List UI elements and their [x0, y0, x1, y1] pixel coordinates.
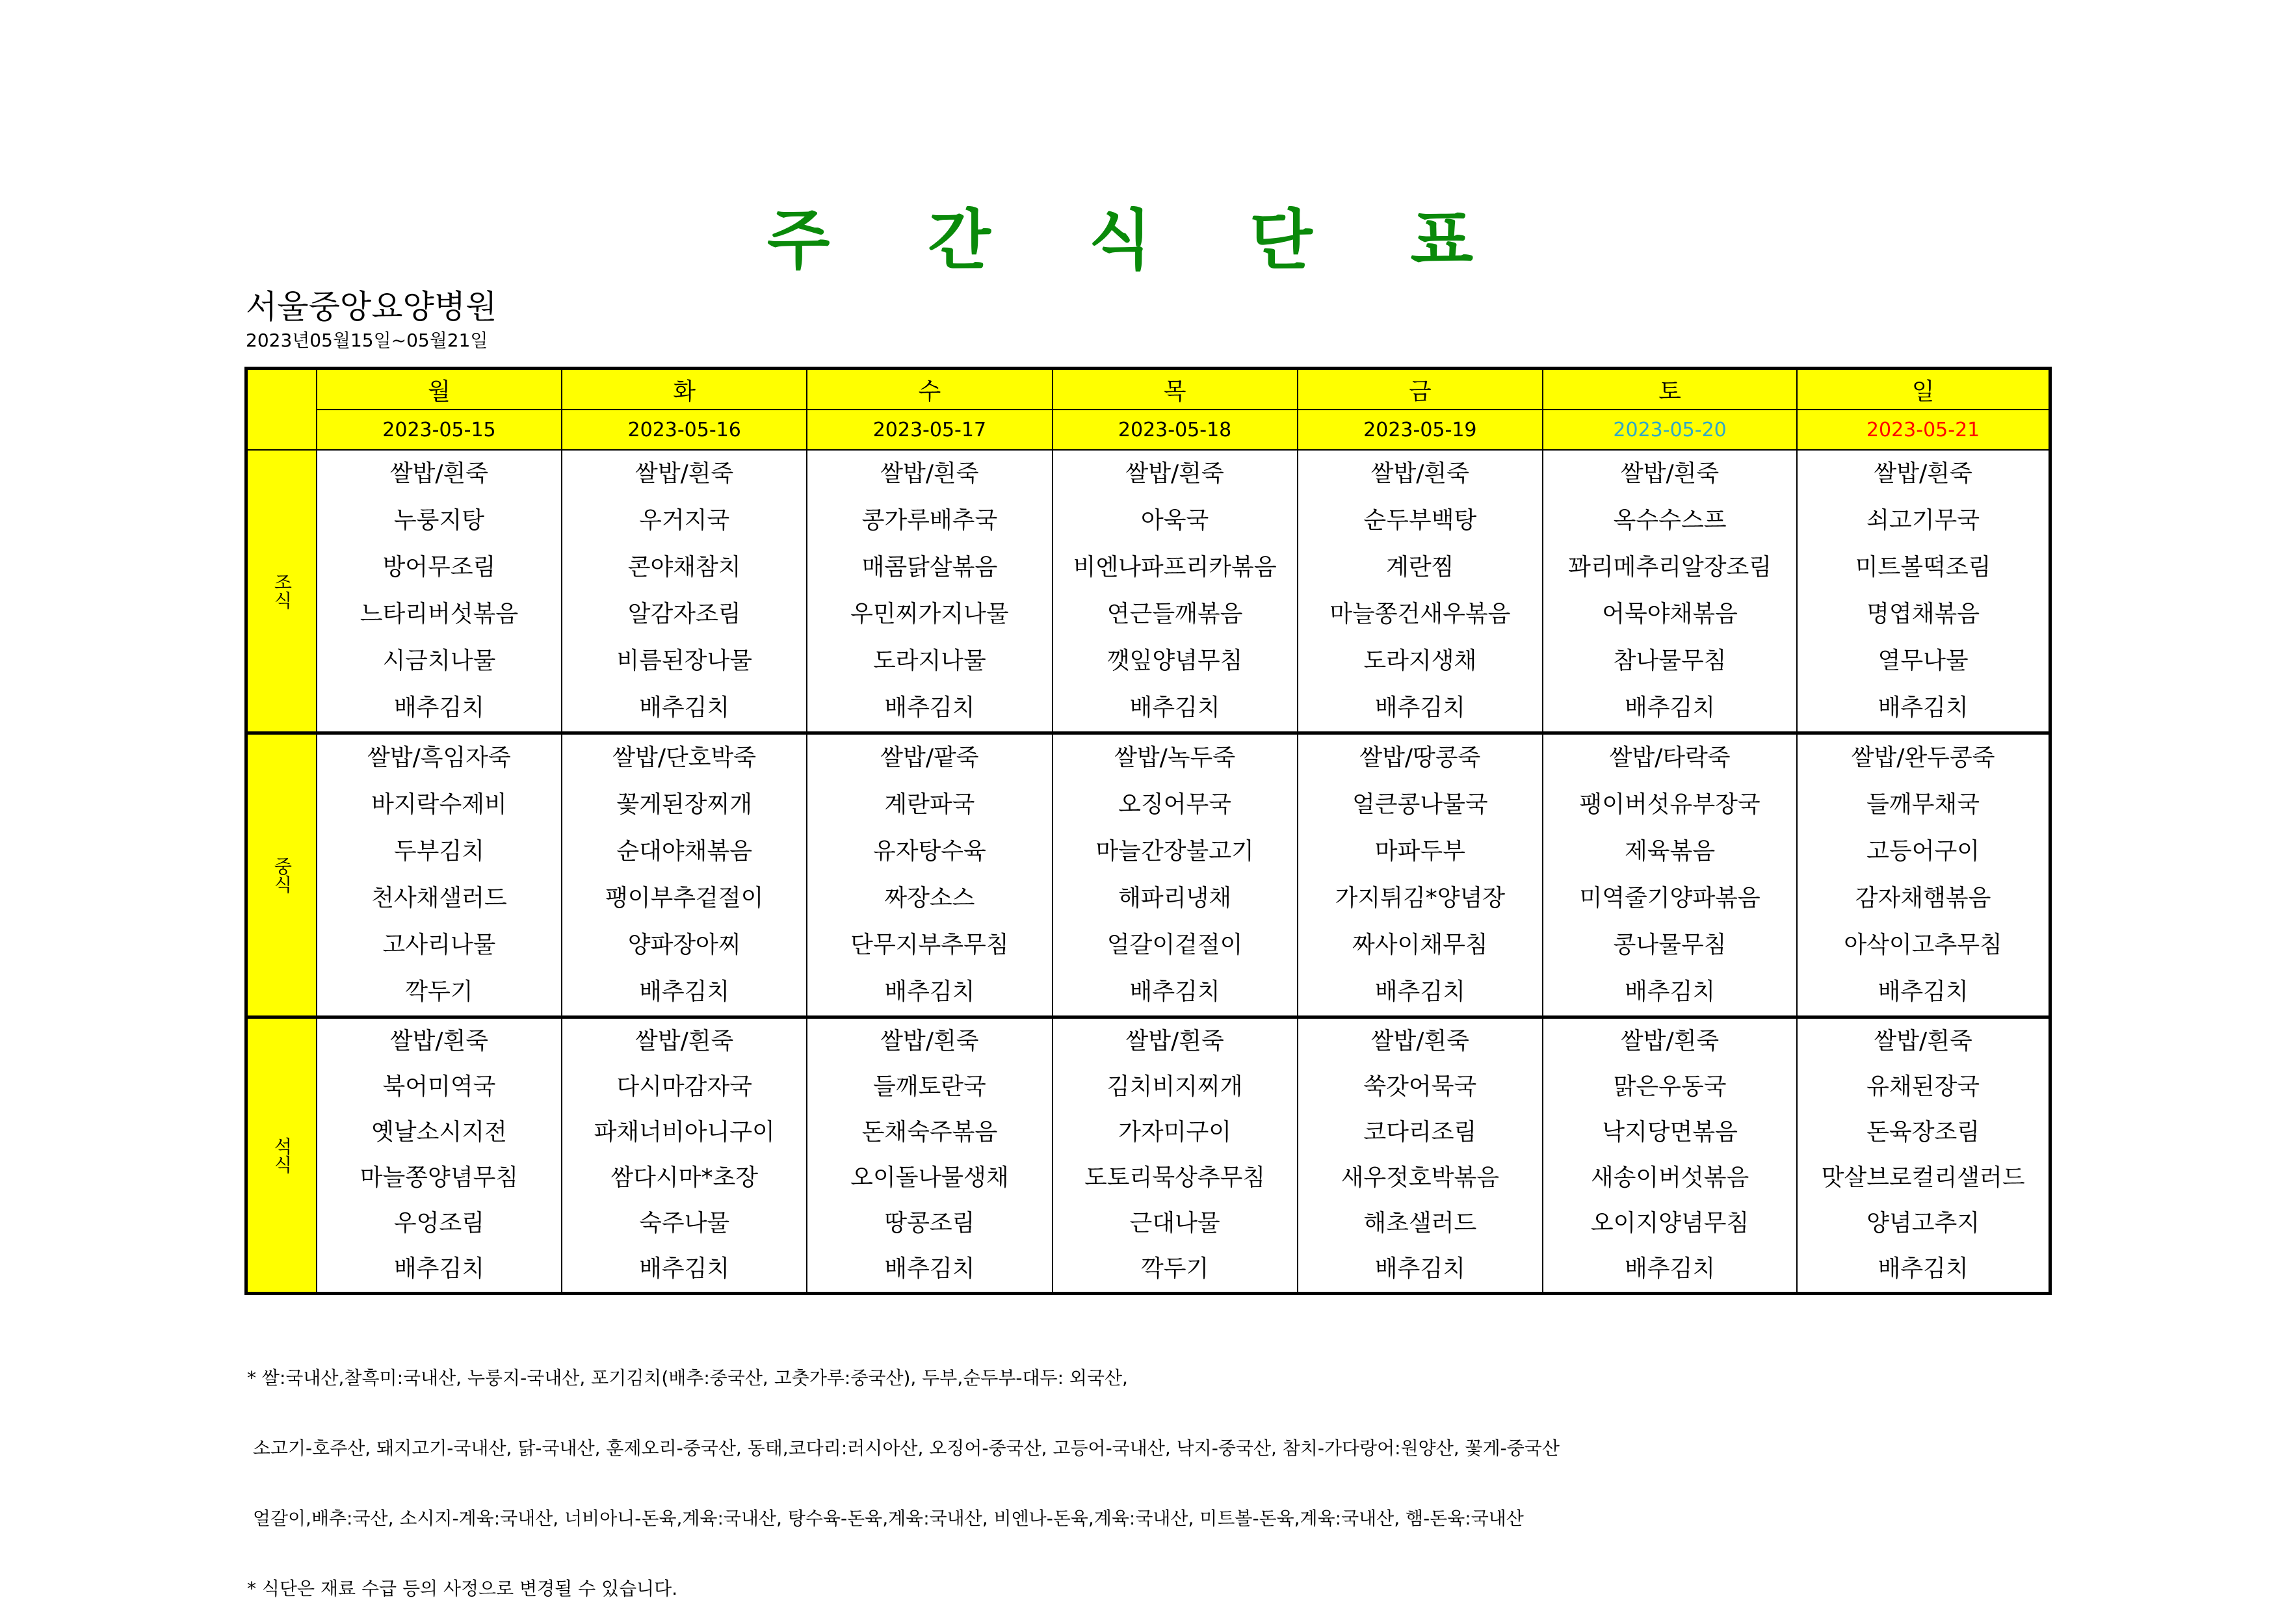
- date-sun: 2023-05-21: [1797, 410, 2050, 450]
- dish-item: 콩가루배추국: [861, 507, 998, 534]
- dish-item: 쌈다시마*초장: [610, 1164, 758, 1191]
- dish-item: 어묵야채볶음: [1602, 601, 1738, 627]
- dish-item: 들깨토란국: [872, 1073, 986, 1100]
- dish-item: 팽이부추겉절이: [605, 885, 764, 911]
- dish-item: 쌀밥/팥죽: [880, 744, 979, 771]
- menu-cell: [562, 733, 807, 1017]
- dish-item: 옥수수스프: [1613, 507, 1727, 534]
- dish-item: 누룽지탕: [393, 507, 484, 534]
- dish-item: 돈채숙주볶음: [861, 1119, 998, 1146]
- dish-item: 근대나물: [1129, 1210, 1220, 1237]
- dish-item: 배추김치: [1625, 1255, 1716, 1282]
- menu-cell: [1053, 733, 1298, 1017]
- dish-item: 도라지나물: [872, 648, 986, 674]
- day-header-mon: 월: [317, 369, 562, 410]
- menu-cell: [317, 450, 562, 733]
- dish-item: 쌀밥/흰죽: [1620, 460, 1720, 487]
- day-header-sun: 일: [1797, 369, 2050, 410]
- dish-item: 쌀밥/완두콩죽: [1851, 744, 1995, 771]
- dish-item: 파채너비아니구이: [594, 1119, 775, 1146]
- dish-item: 계란찜: [1386, 554, 1454, 581]
- meal-row-lunch: [246, 733, 2050, 1017]
- dish-item: 아욱국: [1140, 507, 1209, 534]
- meal-label-dinner: [246, 1017, 317, 1294]
- dish-item: 비엔나파프리카볶음: [1073, 554, 1277, 581]
- dish-item: 미역줄기양파볶음: [1579, 885, 1761, 911]
- dish-item: 오징어무국: [1118, 791, 1232, 818]
- menu-cell: [1543, 733, 1797, 1017]
- dish-item: 비름된장나물: [616, 648, 752, 674]
- dish-item: 미트볼떡조림: [1855, 554, 1991, 581]
- dish-item: 쌀밥/땅콩죽: [1359, 744, 1481, 771]
- dish-item: 김치비지찌개: [1106, 1073, 1243, 1100]
- dish-item: 쌀밥/흰죽: [635, 460, 734, 487]
- dish-item: 배추김치: [884, 1255, 975, 1282]
- dish-item: 쌀밥/흰죽: [880, 460, 979, 487]
- dish-item: 배추김치: [639, 1255, 730, 1282]
- meal-label-text: 석식: [271, 1137, 293, 1173]
- dish-item: 콘야채참치: [627, 554, 741, 581]
- menu-cell: [1298, 1017, 1543, 1294]
- dish-item: 순두부백탕: [1363, 507, 1477, 534]
- dish-item: 배추김치: [639, 978, 730, 1005]
- dish-item: 쌀밥/흑임자죽: [367, 744, 511, 771]
- dish-item: 숙주나물: [639, 1210, 730, 1237]
- dish-item: 코다리조림: [1363, 1119, 1477, 1146]
- menu-cell: [562, 450, 807, 733]
- dish-item: 콩나물무침: [1613, 932, 1727, 958]
- dish-item: 제육볶음: [1625, 838, 1716, 865]
- day-header-sat: 토: [1543, 369, 1797, 410]
- date-wed: 2023-05-17: [807, 410, 1052, 450]
- menu-cell: [1298, 450, 1543, 733]
- dish-item: 쌀밥/흰죽: [1874, 1028, 1972, 1054]
- day-header-fri: 금: [1298, 369, 1543, 410]
- dish-item: 꽃게된장찌개: [616, 791, 752, 818]
- dish-item: 배추김치: [1129, 694, 1220, 721]
- dish-item: 얼갈이겉절이: [1106, 932, 1243, 958]
- menu-cell: [317, 733, 562, 1017]
- dish-item: 아삭이고추무침: [1844, 932, 2002, 958]
- dish-item: 쑥갓어묵국: [1363, 1073, 1477, 1100]
- dish-item: 느타리버섯볶음: [360, 601, 519, 627]
- dish-item: 배추김치: [393, 694, 484, 721]
- day-name-row: [246, 369, 2050, 410]
- dish-item: 쌀밥/흰죽: [1125, 460, 1224, 487]
- dish-item: 짜장소스: [884, 885, 975, 911]
- day-header-wed: 수: [807, 369, 1052, 410]
- dish-item: 팽이버섯유부장국: [1579, 791, 1761, 818]
- dish-item: 도라지생채: [1363, 648, 1477, 674]
- menu-cell: [807, 450, 1052, 733]
- hospital-name: 서울중앙요양병원: [246, 288, 497, 326]
- dish-item: 짜사이채무침: [1352, 932, 1488, 958]
- dish-item: 도토리묵상추무침: [1084, 1164, 1266, 1191]
- page-title: 주 간 식 단 표: [766, 202, 1512, 278]
- menu-cell: [317, 1017, 562, 1294]
- dish-item: 깍두기: [405, 978, 473, 1005]
- note-line: 소고기-호주산, 돼지고기-국내산, 닭-국내산, 훈제오리-중국산, 동태,코다리:러시아산, 오징어-중국산, 고등어-국내산, 낙지-중국산, 참치-가다랑어:원양산, 꽃게-중국산: [247, 1437, 1560, 1459]
- dish-item: 쌀밥/흰죽: [880, 1028, 979, 1054]
- dish-item: 다시마감자국: [616, 1073, 752, 1100]
- dish-item: 가자미구이: [1118, 1119, 1232, 1146]
- meal-row-dinner: [246, 1017, 2050, 1294]
- dish-item: 쇠고기무국: [1866, 507, 1980, 534]
- dish-item: 얼큰콩나물국: [1352, 791, 1488, 818]
- menu-cell: [1797, 733, 2050, 1017]
- dish-item: 방어무조림: [382, 554, 496, 581]
- dish-item: 마파두부: [1374, 838, 1465, 865]
- dish-item: 배추김치: [1625, 978, 1716, 1005]
- dish-item: 배추김치: [1878, 978, 1969, 1005]
- dish-item: 배추김치: [393, 1255, 484, 1282]
- dish-item: 쌀밥/타락죽: [1609, 744, 1731, 771]
- dish-item: 낙지당면볶음: [1602, 1119, 1738, 1146]
- dish-item: 감자채햄볶음: [1855, 885, 1991, 911]
- dish-item: 꽈리메추리알장조림: [1568, 554, 1772, 581]
- dish-item: 오이지양념무침: [1590, 1210, 1749, 1237]
- dish-item: 배추김치: [1625, 694, 1716, 721]
- dish-item: 맑은우동국: [1613, 1073, 1727, 1100]
- menu-cell: [1053, 450, 1298, 733]
- dish-item: 해파리냉채: [1118, 885, 1232, 911]
- dish-item: 명엽채볶음: [1866, 601, 1980, 627]
- day-header-tue: 화: [562, 369, 807, 410]
- meal-row-breakfast: [246, 450, 2050, 733]
- dish-item: 연근들깨볶음: [1106, 601, 1243, 627]
- dish-item: 쌀밥/녹두죽: [1114, 744, 1236, 771]
- dish-item: 배추김치: [639, 694, 730, 721]
- dish-item: 해초샐러드: [1363, 1210, 1477, 1237]
- dish-item: 배추김치: [884, 978, 975, 1005]
- menu-cell: [562, 1017, 807, 1294]
- date-sat: 2023-05-20: [1543, 410, 1797, 450]
- dish-item: 돈육장조림: [1866, 1119, 1980, 1146]
- dish-item: 유자탕수육: [872, 838, 986, 865]
- dish-item: 순대야채볶음: [616, 838, 752, 865]
- dish-item: 마늘쫑건새우볶음: [1329, 601, 1511, 627]
- dish-item: 배추김치: [1374, 978, 1465, 1005]
- note-line: * 식단은 재료 수급 등의 사정으로 변경될 수 있습니다.: [247, 1578, 678, 1599]
- date-tue: 2023-05-16: [562, 410, 807, 450]
- dish-item: 고사리나물: [382, 932, 496, 958]
- dish-item: 쌀밥/흰죽: [389, 460, 489, 487]
- dish-item: 우엉조림: [393, 1210, 484, 1237]
- dish-item: 새송이버섯볶음: [1590, 1164, 1749, 1191]
- dish-item: 가지튀김*양념장: [1335, 885, 1506, 911]
- note-line: * 쌀:국내산,찰흑미:국내산, 누룽지-국내산, 포기김치(배추:중국산, 고춧가루:중국산), 두부,순두부-대두: 외국산,: [247, 1367, 1128, 1389]
- dish-item: 오이돌나물생채: [850, 1164, 1009, 1191]
- meal-label-breakfast: [246, 450, 317, 733]
- dish-item: 천사채샐러드: [371, 885, 507, 911]
- dish-item: 양념고추지: [1866, 1210, 1980, 1237]
- dish-item: 쌀밥/단호박죽: [612, 744, 757, 771]
- weekly-menu-table: [244, 367, 2052, 1295]
- dish-item: 들깨무채국: [1866, 791, 1980, 818]
- dish-item: 참나물무침: [1613, 648, 1727, 674]
- menu-cell: [1797, 450, 2050, 733]
- dish-item: 우거지국: [639, 507, 730, 534]
- origin-notes: [247, 1320, 1560, 1624]
- dish-item: 깻잎양념무침: [1106, 648, 1243, 674]
- menu-cell: [1797, 1017, 2050, 1294]
- dish-item: 마늘간장불고기: [1095, 838, 1254, 865]
- menu-cell: [807, 1017, 1052, 1294]
- date-row: [246, 410, 2050, 450]
- menu-cell: [1543, 450, 1797, 733]
- dish-item: 쌀밥/흰죽: [1874, 460, 1972, 487]
- dish-item: 알감자조림: [627, 601, 741, 627]
- dish-item: 쌀밥/흰죽: [1620, 1028, 1720, 1054]
- dish-item: 바지락수제비: [371, 791, 507, 818]
- dish-item: 두부김치: [393, 838, 484, 865]
- dish-item: 유채된장국: [1866, 1073, 1980, 1100]
- dish-item: 쌀밥/흰죽: [389, 1028, 489, 1054]
- date-thu: 2023-05-18: [1053, 410, 1298, 450]
- dish-item: 깍두기: [1140, 1255, 1209, 1282]
- dish-item: 시금치나물: [382, 648, 496, 674]
- dish-item: 열무나물: [1878, 648, 1969, 674]
- dish-item: 배추김치: [1129, 978, 1220, 1005]
- dish-item: 쌀밥/흰죽: [1370, 1028, 1469, 1054]
- menu-cell: [1053, 1017, 1298, 1294]
- dish-item: 고등어구이: [1866, 838, 1980, 865]
- menu-cell: [807, 733, 1052, 1017]
- menu-cell: [1543, 1017, 1797, 1294]
- menu-cell: [1298, 733, 1543, 1017]
- note-line: 얼갈이,배추:국산, 소시지-계육:국내산, 너비아니-돈육,계육:국내산, 탕수육-돈육,계육:국내산, 비엔나-돈육,계육:국내산, 미트볼-돈육,계육:국내산, 햄-돈육:국내산: [247, 1508, 1524, 1529]
- dish-item: 배추김치: [1878, 1255, 1969, 1282]
- dish-item: 배추김치: [1878, 694, 1969, 721]
- dish-item: 땅콩조림: [884, 1210, 975, 1237]
- dish-item: 매콤닭살볶음: [861, 554, 998, 581]
- dish-item: 계란파국: [884, 791, 975, 818]
- meal-label-text: 조식: [271, 573, 293, 609]
- dish-item: 마늘쫑양념무침: [360, 1164, 519, 1191]
- day-header-thu: 목: [1053, 369, 1298, 410]
- date-mon: 2023-05-15: [317, 410, 562, 450]
- dish-item: 쌀밥/흰죽: [635, 1028, 734, 1054]
- dish-item: 새우젓호박볶음: [1341, 1164, 1500, 1191]
- dish-item: 북어미역국: [382, 1073, 496, 1100]
- dish-item: 배추김치: [1374, 694, 1465, 721]
- dish-item: 우민찌가지나물: [850, 601, 1009, 627]
- dish-item: 옛날소시지전: [371, 1119, 507, 1146]
- menu-period: 2023년05월15일~05월21일: [246, 330, 488, 351]
- meal-label-lunch: [246, 733, 317, 1017]
- dish-item: 배추김치: [1374, 1255, 1465, 1282]
- dish-item: 배추김치: [884, 694, 975, 721]
- meal-label-text: 중식: [271, 857, 293, 893]
- dish-item: 맛살브로컬리샐러드: [1821, 1164, 2025, 1191]
- dish-item: 쌀밥/흰죽: [1125, 1028, 1224, 1054]
- dish-item: 양파장아찌: [627, 932, 741, 958]
- date-fri: 2023-05-19: [1298, 410, 1543, 450]
- table-corner: [246, 369, 317, 451]
- dish-item: 단무지부추무침: [850, 932, 1009, 958]
- dish-item: 쌀밥/흰죽: [1370, 460, 1469, 487]
